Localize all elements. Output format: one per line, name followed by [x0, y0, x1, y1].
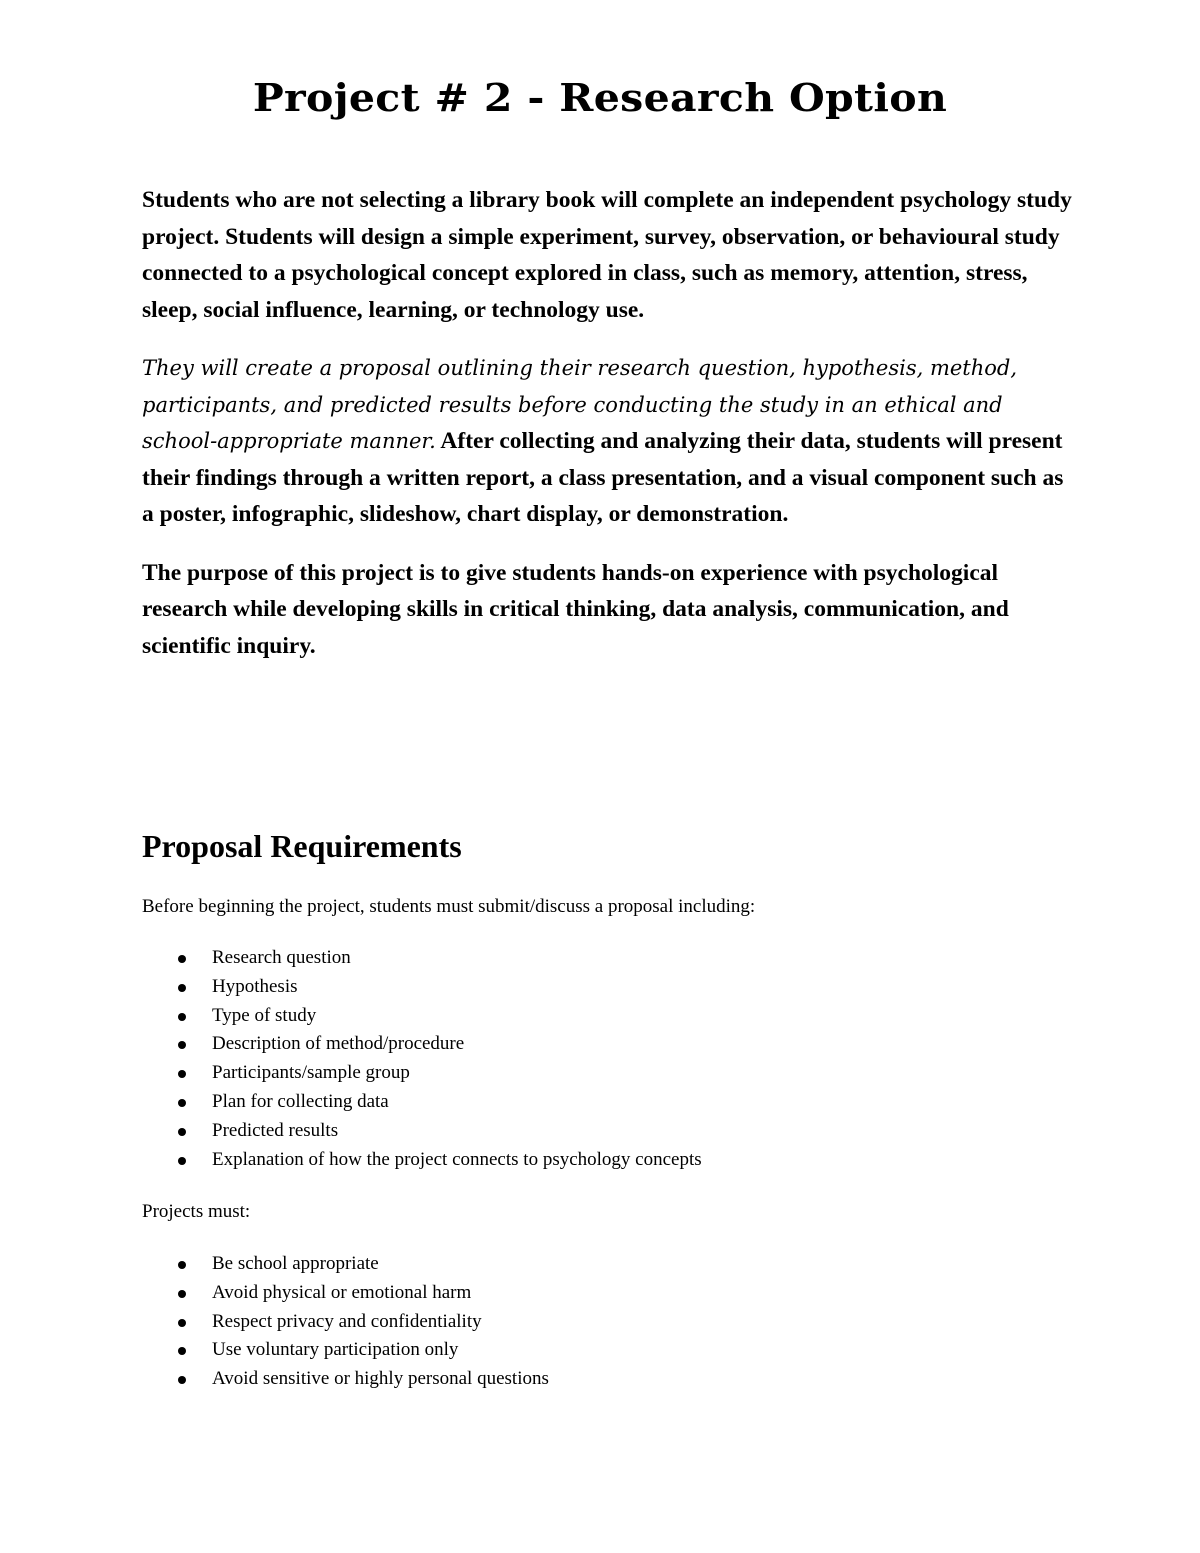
proposal-requirements-heading: Proposal Requirements [142, 828, 462, 864]
list-item-text: Explanation of how the project connects to psychology concepts [212, 1148, 702, 1170]
list-item-text: Description of method/procedure [212, 1033, 465, 1055]
list-item-text: Research question [212, 947, 351, 968]
list-item [142, 1002, 702, 1031]
bullet-icon [178, 1041, 186, 1049]
proposal-lead-text: Before beginning the project, students must submit/discuss a proposal including: [142, 896, 756, 917]
list-item [142, 944, 702, 973]
projects-must-list [142, 1250, 549, 1394]
intro-section [142, 182, 1072, 686]
bullet-icon [178, 1319, 186, 1327]
proposal-requirements-list [142, 944, 702, 1174]
projects-must-lead-text: Projects must: [142, 1201, 251, 1222]
bullet-icon [178, 955, 186, 963]
list-item-text: Predicted results [212, 1119, 339, 1141]
document-title: Project # 2 - Research Option [252, 75, 948, 120]
intro-paragraph-1: Students who are not selecting a library book will complete an independent psychology study project. Students will design a simple experiment, survey, observation, or behavioural study connected to a psychological concept explored in class, such as memory, attention, stress, sleep, social influence, learning, or technology use. [142, 187, 1072, 323]
list-item-text: Hypothesis [212, 975, 298, 997]
intro-paragraph-2 [142, 350, 1072, 533]
list-item-text: Plan for collecting data [212, 1090, 389, 1112]
bullet-icon [178, 1261, 186, 1269]
list-item [142, 1250, 549, 1279]
bullet-icon [178, 984, 186, 992]
list-item [142, 1336, 549, 1365]
list-item-text: Avoid sensitive or highly personal questions [212, 1368, 549, 1390]
list-item-text: Be school appropriate [212, 1253, 379, 1274]
list-item-text: Respect privacy and confidentiality [212, 1310, 482, 1332]
list-item [142, 1030, 702, 1059]
bullet-icon [178, 1128, 186, 1136]
list-item-text: Type of study [212, 1004, 317, 1026]
list-item [142, 1146, 702, 1175]
bullet-icon [178, 1099, 186, 1107]
list-item [142, 973, 702, 1002]
bullet-icon [178, 1013, 186, 1021]
list-item [142, 1059, 702, 1088]
bullet-icon [178, 1347, 186, 1355]
list-item-text: Participants/sample group [212, 1062, 410, 1084]
bullet-icon [178, 1376, 186, 1384]
bullet-icon [178, 1070, 186, 1078]
list-item [142, 1308, 549, 1337]
list-item-text: Use voluntary participation only [212, 1339, 459, 1361]
intro-paragraph-2-italic: They will create a proposal outlining their research question, hypothesis, method, participants, and predicted results before conducting the study in an ethical and school-appropriate manner. [142, 356, 1018, 453]
intro-paragraph-2-rest: After collecting and analyzing their data, students will present their findings through a written report, a class presentation, and a visual component such as a poster, infographic, slideshow, chart display, or demonstration. [142, 428, 1064, 527]
list-item [142, 1117, 702, 1146]
bullet-icon [178, 1290, 186, 1298]
bullet-icon [178, 1157, 186, 1165]
intro-paragraph-3: The purpose of this project is to give students hands-on experience with psychological research while developing skills in critical thinking, data analysis, communication, and scientific inquiry. [142, 559, 1009, 659]
list-item-text: Avoid physical or emotional harm [212, 1281, 472, 1303]
list-item [142, 1088, 702, 1117]
list-item [142, 1365, 549, 1394]
list-item [142, 1279, 549, 1308]
